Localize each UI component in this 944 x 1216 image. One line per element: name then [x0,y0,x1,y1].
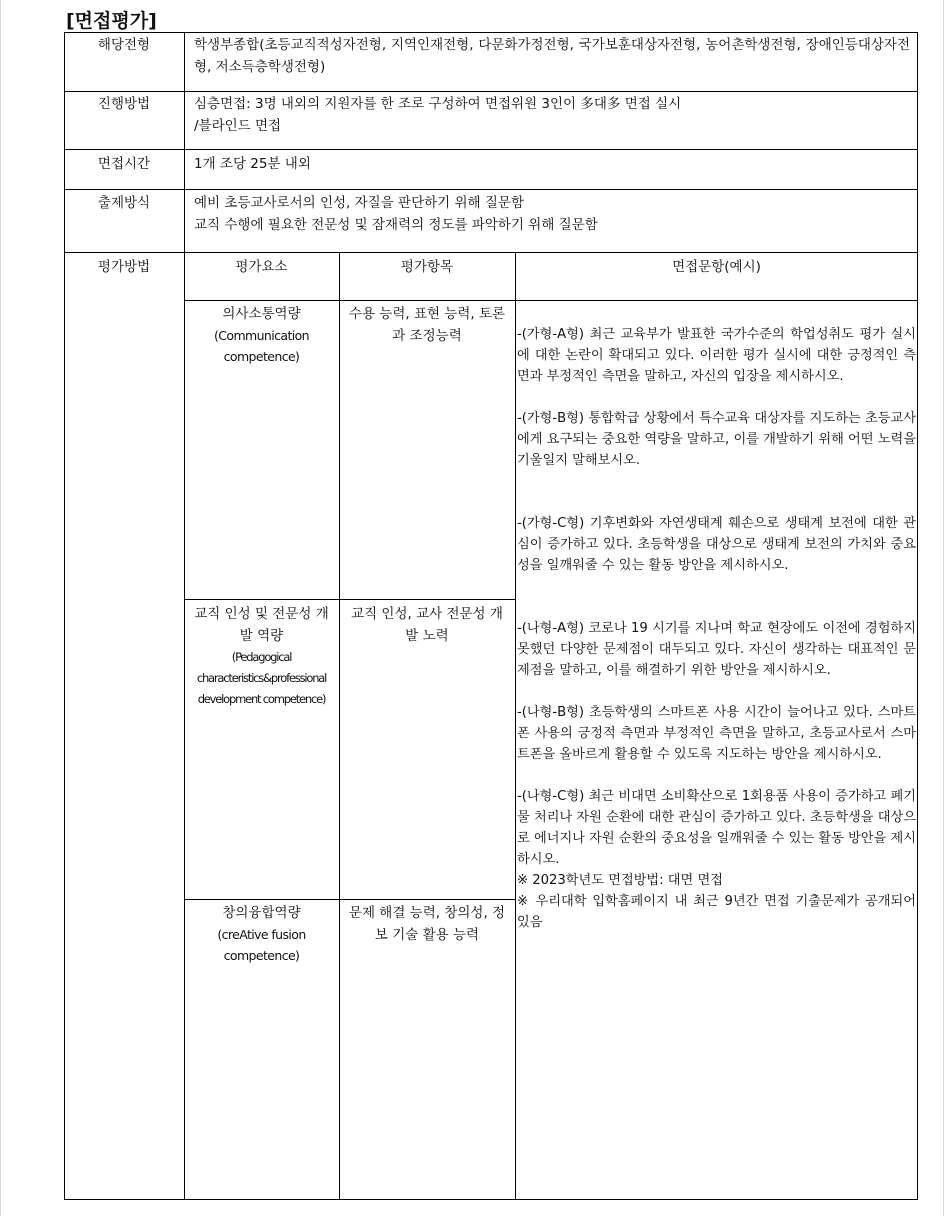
competency-items-creative-fusion: 문제 해결 능력, 창의성, 정보 기술 활용 능력 [348,905,506,943]
competency-name-en: competence) [223,349,300,364]
row-divider [64,91,918,92]
row-divider [64,252,918,253]
competency-items-communication: 수용 능력, 표현 능력, 토론과 조정능력 [348,306,506,344]
competency-divider [184,599,516,600]
method-label: 진행방법 [97,96,151,112]
question-item: -(가형-B형) 통합학급 상황에서 특수교육 대상자를 지도하는 초등교사에게 요구되는 중요한 역량을 말하고, 이를 개발하기 위해 어떤 노력을 기울일지 말해보시오. [517,411,916,468]
header-questions: 면접문항(예시) [672,259,761,275]
note-item: ※ 우리대학 입학홈페이지 내 최근 9년간 면접 기출문제가 공개되어 있음 [517,894,916,930]
question-item: -(가형-C형) 기후변화와 자연생태계 훼손으로 생태계 보전에 대한 관심이 증가하고 있다. 초등학생을 대상으로 생태계 보전의 가치와 중요성을 일깨워줄 수 있는 활동 방안을 제시하시오. [517,516,916,573]
method-value [194,93,910,137]
time-label: 면접시간 [97,156,151,172]
question-style-line-1: 예비 초등교사로서의 인성, 자질을 판단하기 위해 질문함 [194,195,524,211]
section-title: [면접평가] [66,10,157,32]
row-divider [64,149,918,150]
question-item: -(나형-B형) 초등학생의 스마트폰 사용 시간이 늘어나고 있다. 스마트폰 사용의 긍정적 측면과 부정적인 측면을 말하고, 초등교사로서 스마트폰을 올바르게 활용할 수 있도록 지도하는 방안을 제시하시오. [517,705,916,762]
competency-divider [184,899,516,900]
competency-name-en: (Communication [214,328,309,343]
header-divider [184,300,918,301]
question-style-label: 출제방식 [97,195,151,211]
method-line-2: /블라인드 면접 [194,118,282,134]
column-divider [515,252,516,1200]
competency-name-en: competence) [223,948,300,963]
method-line-1: 심층면접: 3명 내외의 지원자를 한 조로 구성하여 면접위원 3인이 多대多 면접 실시 [194,96,682,112]
competency-creative-fusion [190,902,333,966]
type-value: 학생부종합(초등교직적성자전형, 지역인재전형, 다문화가정전형, 국가보훈대상자전형, 농어촌학생전형, 장애인등대상자전형, 저소득층학생전형) [194,37,910,75]
page-left-edge [0,0,1,1216]
column-divider [339,252,340,1200]
label-column-divider [184,32,185,1200]
question-style-value [194,192,910,236]
question-examples [517,324,916,933]
competency-name-ko: 교직 인성 및 전문성 개발 역량 [194,606,329,644]
question-item: -(나형-C형) 최근 비대면 소비확산으로 1회용품 사용이 증가하고 폐기물 처리나 자원 순환에 대한 관심이 증가하고 있다. 초등학생을 대상으로 에너지나 자원 순환의 중요성을 일깨워줄 수 있는 활동 방안을 제시하시오. [517,789,916,867]
evaluation-label: 평가방법 [97,259,151,275]
competency-name-en: characteristics&professional [196,671,327,685]
competency-name-en: (creAtive fusion [217,927,306,942]
header-item: 평가항목 [400,259,454,275]
type-label: 해당전형 [97,37,151,53]
competency-name-en: (Pedagogical [231,650,292,664]
question-item: -(나형-A형) 코로나 19 시기를 지나며 학교 현장에도 이전에 경험하지 못했던 다양한 문제점이 대두되고 있다. 자신이 생각하는 대표적인 문제점을 말하고, 이를 해결하기 위한 방안을 제시하시오. [517,621,916,678]
time-value: 1개 조당 25분 내외 [194,156,311,172]
competency-name-ko: 의사소통역량 [222,306,301,322]
competency-name-en: development competence) [197,692,326,706]
competency-communication [190,303,333,367]
note-item: ※ 2023학년도 면접방법: 대면 면접 [517,873,723,888]
row-divider [64,189,918,190]
question-item: -(가형-A형) 최근 교육부가 발표한 국가수준의 학업성취도 평가 실시에 대한 논란이 확대되고 있다. 이러한 평가 실시에 대한 긍정적인 측면과 부정적인 측면을 말하고, 자신의 입장을 제시하시오. [517,327,916,384]
question-style-line-2: 교직 수행에 필요한 전문성 및 잠재력의 정도를 파악하기 위해 질문함 [194,217,598,233]
competency-name-ko: 창의융합역량 [222,905,301,921]
header-element: 평가요소 [235,259,288,275]
competency-pedagogical [190,603,333,710]
competency-items-pedagogical: 교직 인성, 교사 전문성 개발 노력 [351,606,503,644]
